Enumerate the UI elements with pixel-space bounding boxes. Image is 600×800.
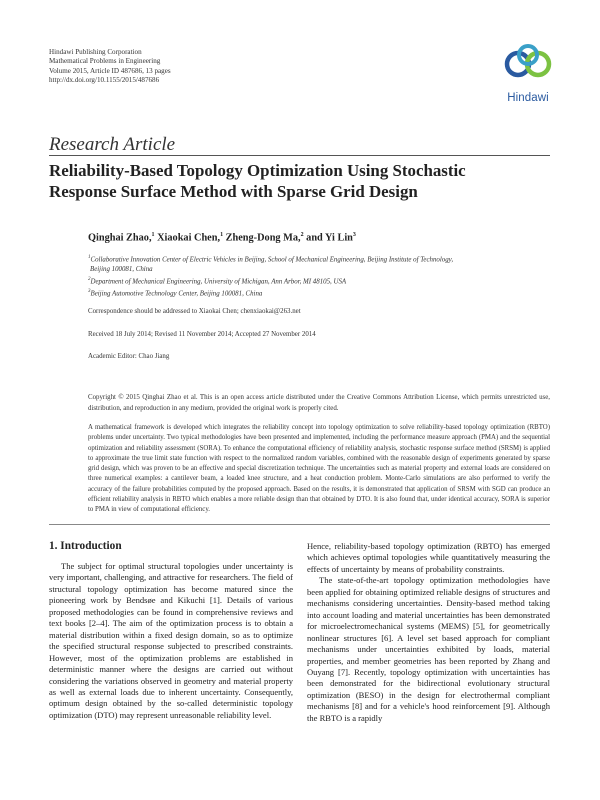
paragraph: Hence, reliability-based topology optimization (RBTO) has emerged which achieves optimal topologies while quantitatively measuring the effects of uncertainty by means of probability constraints. [307, 541, 550, 574]
right-column [307, 541, 550, 724]
affiliation-text: Collaborative Innovation Center of Electric Vehicles in Beijing, School of Mechanical Engineering, Beijing Institute of Technology, [90, 256, 454, 264]
author: and Yi Lin [306, 232, 353, 244]
author-affil-sup: 1 [151, 232, 155, 238]
paper-title: Reliability-Based Topology Optimization Using Stochastic Response Surface Method with Sparse Grid Design [49, 161, 466, 201]
affiliation [88, 253, 548, 265]
paragraph: The subject for optimal structural topologies under uncertainty is very important, challenging, and attractive for researchers. The field of structural topology optimization has become matured since the pioneering work by Bendsøe and Kikuchi [1]. Details of various proposed methodologies can be found in comprehensive reviews and text books [2–4]. The aim of the optimization process is to obtain a material distribution within a fixed design domain, so as to optimize the specified structural response subjected to prescribed constraints. However, most of the optimization problems are established in deterministic manner where the designs are carried out without considering the variations observed in geometry and material property as well as external loads due to inherent uncertainty. Consequently, optimum design obtained by the so-called deterministic topology optimization (DTO) may represent unreasonable reliability level. [49, 561, 293, 720]
article-type: Research Article [49, 134, 176, 155]
author-affil-sup: 1 [220, 232, 224, 238]
copyright-notice: Copyright © 2015 Qinghai Zhao et al. This is an open access article distributed under the Creative Commons Attribution License, which permits unrestricted use, distribution, and reproduction in any medium, provided the original work is properly cited. [88, 394, 550, 412]
abstract: A mathematical framework is developed which integrates the reliability concept into topology optimization to solve reliability-based topology optimization (RBTO) problems under uncertainty. Two typical methodologies have been presented and implemented, including the performance measure approach (PMA) and the sequential optimization and reliability assessment (SORA). To enhance the computational efficiency of reliability analysis, stochastic response surface method (SRSM) is applied to approximate the true limit state function with respect to the normalized random variables, combined with the reasonable design of experiments generated by sparse grid design, which was proven to be an effective and special discretization technique. The uncertainties such as material property and external loads are considered on three numerical examples: a cantilever beam, a loaded knee structure, and a heat conduction problem. Monte-Carlo simulations are also performed to verify the accuracy of the failure probabilities computed by the proposed approach. Based on the results, it is demonstrated that application of SRSM with SGD can produce an efficient reliability analysis in RBTO which enables a more reliable design than that obtained by DTO. It is also found that, under identical accuracy, SORA is superior to PMA in view of computational efficiency. [88, 424, 550, 514]
author: Xiaokai Chen, [157, 232, 221, 244]
journal-name: Mathematical Problems in Engineering [49, 57, 161, 66]
paragraph: The state-of-the-art topology optimization methodologies have been applied for obtaining optimized reliable designs of structures and mechanisms considering uncertainties. Density-based method taking into account loading and material uncertainties has been demonstrated for microelectromechanical systems (MEMS) [5], for geometrically nonlinear structures [6]. A level set based approach for compliant mechanisms under uncertainties exhibited by loads, material properties, and member geometries has been reported by Zhang and Ouyang [7]. Recently, topology optimization with uncertainties has been demonstrated for the bidirectional evolutionary structural optimization (BESO) in the design for electrothermal compliant mechanisms [8] and for a vehicle's hood reinforcement [9]. Although the RBTO is a rapidly [307, 575, 550, 723]
affiliation-text: Department of Mechanical Engineering, University of Michigan, Ann Arbor, MI 48105, USA [90, 278, 347, 286]
author-affil-sup: 3 [352, 232, 356, 238]
header-divider [49, 155, 550, 156]
abstract-divider [49, 524, 550, 525]
affiliation [88, 275, 548, 287]
hindawi-logo-icon [496, 44, 560, 92]
volume-info: Volume 2015, Article ID 487686, 13 pages [49, 66, 171, 75]
section-heading: 1. Introduction [49, 540, 122, 552]
left-column [49, 561, 293, 721]
publication-info [49, 48, 171, 85]
hindawi-logo [496, 44, 560, 104]
affiliation [88, 287, 548, 299]
author: Zheng-Dong Ma, [225, 232, 301, 244]
affiliation-sup: 2 [88, 276, 91, 282]
received-dates: Received 18 July 2014; Revised 11 November 2014; Accepted 27 November 2014 [88, 331, 316, 338]
publisher-name: Hindawi Publishing Corporation [49, 48, 142, 56]
affiliation-continued: Beijing 100081, China [90, 266, 153, 274]
doi-link[interactable]: http://dx.doi.org/10.1155/2015/487686 [49, 75, 160, 84]
affiliation-sup: 3 [88, 288, 91, 294]
correspondence: Correspondence should be addressed to Xiaokai Chen; chenxiaokai@263.net [88, 308, 301, 315]
logo-text: Hindawi [507, 92, 549, 104]
affiliation-text: Beijing Automotive Technology Center, Beijing 100081, China [90, 290, 263, 298]
author: Qinghai Zhao, [88, 232, 152, 244]
affiliation-sup: 1 [88, 255, 91, 260]
author-affil-sup: 2 [300, 232, 304, 238]
author-list [88, 232, 356, 243]
affiliations [88, 253, 548, 299]
academic-editor: Academic Editor: Chao Jiang [88, 353, 170, 360]
